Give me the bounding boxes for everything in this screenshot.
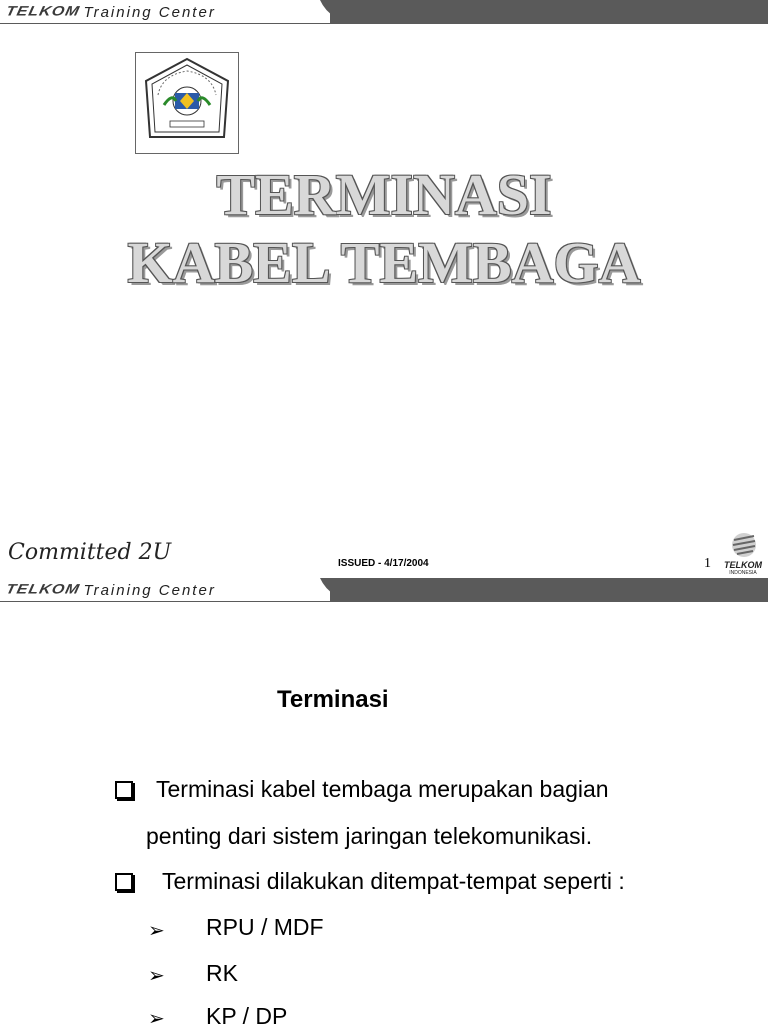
header (0, 0, 768, 24)
footer-logo-subtext: INDONESIA (729, 570, 757, 576)
sub-item: RK (206, 960, 238, 986)
brand-subtitle: Training Center (83, 3, 216, 21)
seal-icon (135, 52, 239, 154)
sub-item: KP / DP (206, 1003, 288, 1024)
footer-logo-text: TELKOM (724, 560, 762, 570)
arrow-bullet-icon: ➢ (148, 918, 165, 942)
brand-logo: TELKOM (4, 582, 82, 597)
bullet-text: Terminasi dilakukan ditempat-tempat seperti : (162, 868, 625, 894)
checkbox-bullet-icon (115, 781, 133, 799)
bullet-text-continuation: penting dari sistem jaringan telekomunikasi. (146, 823, 593, 849)
slide-title-line-1: TERMINASI (216, 162, 552, 227)
arrow-bullet-icon: ➢ (148, 963, 165, 987)
slide-title-line-2: KABEL TEMBAGA (127, 230, 641, 295)
brand (6, 580, 216, 600)
page-number: 1 (704, 556, 711, 571)
checkbox-bullet-icon (115, 873, 133, 891)
header (0, 578, 768, 602)
brand (6, 2, 216, 22)
footer-signature: Committed 2U (8, 540, 172, 565)
header-line (0, 23, 768, 24)
header-line (0, 601, 768, 602)
footer-issued-date: ISSUED - 4/17/2004 (338, 558, 429, 569)
header-bar (330, 578, 768, 602)
slide-title: Terminasi (277, 686, 389, 713)
brand-logo: TELKOM (4, 4, 82, 19)
arrow-bullet-icon: ➢ (148, 1006, 165, 1024)
telkom-logo-icon (722, 532, 764, 576)
header-bar (330, 0, 768, 24)
header-curve (300, 0, 360, 24)
bullet-text: Terminasi kabel tembaga merupakan bagian (156, 776, 609, 802)
slide-2 (0, 578, 768, 1024)
sub-item: RPU / MDF (206, 914, 324, 940)
header-curve (300, 578, 360, 602)
brand-subtitle: Training Center (83, 581, 216, 599)
